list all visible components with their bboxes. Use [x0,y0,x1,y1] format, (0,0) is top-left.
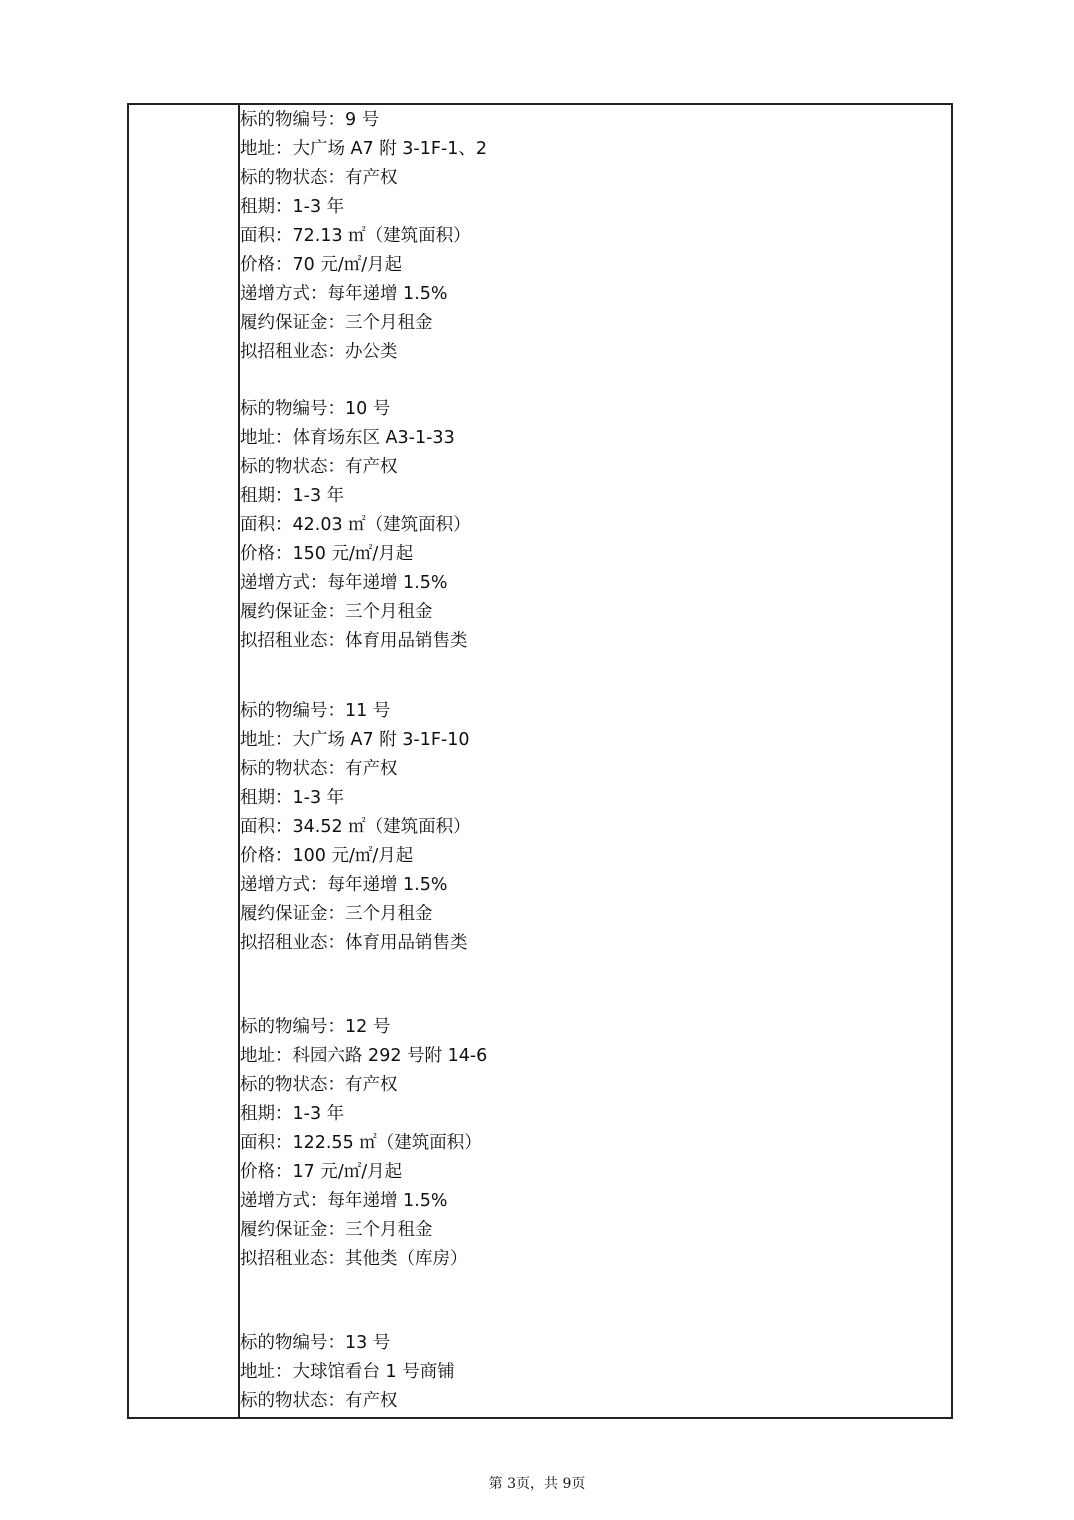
listing-field: 拟招租业态：其他类（库房） [240,1249,468,1269]
listing-field: 地址：大广场 A7 附 3-1F-1、2 [240,139,488,159]
listing-field: 递增方式：每年递增 1.5% [240,1191,448,1211]
listing-field: 地址：大广场 A7 附 3-1F-10 [240,730,470,750]
listing-field: 标的物编号：9 号 [240,110,380,130]
listing-field: 租期：1-3 年 [240,788,345,808]
listing-field: 地址：科园六路 292 号附 14-6 [240,1046,488,1066]
listing-field: 地址：体育场东区 A3-1-33 [240,428,455,448]
listing-field: 面积：42.03 ㎡（建筑面积） [240,515,471,535]
listing-field: 标的物编号：12 号 [240,1017,391,1037]
listing-field: 拟招租业态：体育用品销售类 [240,933,468,953]
listing-table [127,103,953,1419]
listing-field: 标的物编号：10 号 [240,399,391,419]
listing-field: 递增方式：每年递增 1.5% [240,284,448,304]
listing-field: 标的物编号：13 号 [240,1333,391,1353]
listing-field: 租期：1-3 年 [240,197,345,217]
listing-item [240,1329,455,1416]
listing-field: 地址：大球馆看台 1 号商铺 [240,1362,455,1382]
listing-item [240,1013,487,1274]
listing-field: 拟招租业态：体育用品销售类 [240,631,468,651]
listing-field: 面积：122.55 ㎡（建筑面积） [240,1133,482,1153]
listing-field: 面积：34.52 ㎡（建筑面积） [240,817,471,837]
listing-field: 面积：72.13 ㎡（建筑面积） [240,226,471,246]
listing-field: 拟招租业态：办公类 [240,342,398,362]
listing-item [240,395,471,656]
listing-field: 价格：17 元/㎡/月起 [240,1162,403,1182]
listing-field: 标的物状态：有产权 [240,457,398,477]
listing-field: 标的物状态：有产权 [240,1075,398,1095]
listing-field: 标的物状态：有产权 [240,168,398,188]
listing-field: 标的物编号：11 号 [240,701,391,721]
listing-field: 价格：100 元/㎡/月起 [240,846,414,866]
listing-field: 递增方式：每年递增 1.5% [240,573,448,593]
listing-field: 价格：150 元/㎡/月起 [240,544,414,564]
listing-field: 租期：1-3 年 [240,1104,345,1124]
listing-field: 递增方式：每年递增 1.5% [240,875,448,895]
listing-field: 租期：1-3 年 [240,486,345,506]
listing-field: 履约保证金：三个月租金 [240,904,433,924]
listing-field: 履约保证金：三个月租金 [240,602,433,622]
listing-item [240,697,471,958]
listing-field: 履约保证金：三个月租金 [240,313,433,333]
listing-field: 标的物状态：有产权 [240,1391,398,1411]
listing-field: 标的物状态：有产权 [240,759,398,779]
listing-field: 价格：70 元/㎡/月起 [240,255,403,275]
listing-field: 履约保证金：三个月租金 [240,1220,433,1240]
listing-item [240,106,487,367]
page-footer: 第 3页，共 9页 [488,1476,586,1492]
